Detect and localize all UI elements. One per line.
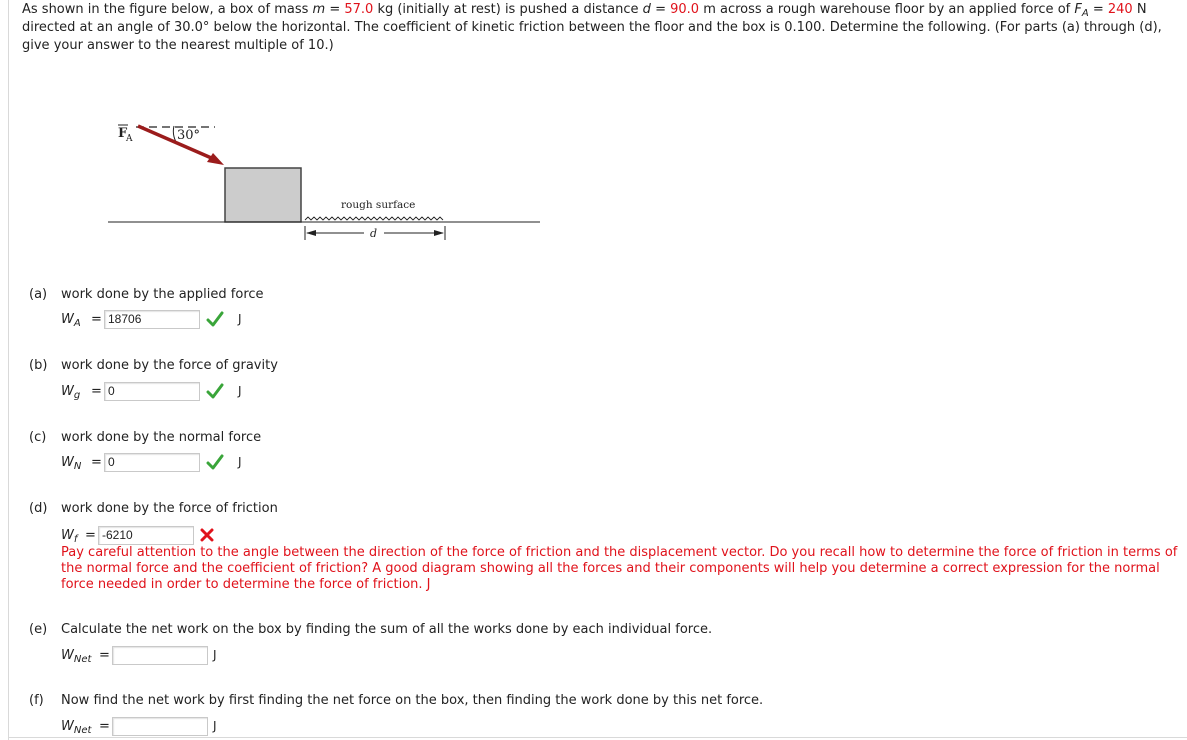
part-c-answer-row: $W_N$ = 0 J bbox=[61, 451, 242, 473]
part-d-answer-row: $W_f$ = -6210 bbox=[61, 524, 214, 546]
part-e-text: Calculate the net work on the box by finding the sum of all the works done by each individual force. bbox=[61, 622, 713, 637]
bottom-border bbox=[8, 737, 1187, 738]
box bbox=[225, 168, 301, 222]
part-f-text: Now find the net work by first finding the net force on the box, then finding the work done by this net force. bbox=[61, 693, 764, 708]
part-f-answer-input[interactable] bbox=[112, 717, 208, 736]
part-a-variable: $W_A$ bbox=[61, 311, 81, 329]
part-e-answer-input[interactable] bbox=[112, 646, 208, 665]
distance-value: 90.0 bbox=[670, 2, 700, 17]
mass-value: 57.0 bbox=[344, 2, 374, 17]
part-b-text: work done by the force of gravity bbox=[61, 358, 278, 373]
rough-surface bbox=[305, 217, 443, 220]
part-c-text: work done by the normal force bbox=[61, 430, 262, 445]
force-label: F bbox=[118, 126, 128, 141]
correct-check-icon bbox=[206, 454, 224, 470]
part-f-variable: $W_{Net}$ bbox=[61, 718, 92, 736]
part-a-answer-row: $W_A$ = 18706 J bbox=[61, 308, 242, 330]
part-b-answer-input[interactable] bbox=[104, 382, 200, 401]
part-d-label: (d) bbox=[29, 501, 48, 516]
problem-figure bbox=[100, 112, 550, 247]
incorrect-x-icon bbox=[200, 528, 214, 542]
part-a-label: (a) bbox=[29, 287, 48, 302]
part-f-answer-row: $W_{Net}$ = J bbox=[61, 718, 217, 736]
force-arrowhead bbox=[207, 153, 224, 165]
part-d-variable: $W_f$ bbox=[61, 527, 78, 545]
part-e-label: (e) bbox=[29, 622, 48, 637]
correct-check-icon bbox=[206, 383, 224, 399]
part-d-answer-input[interactable] bbox=[98, 526, 194, 545]
force-value: 240 bbox=[1107, 2, 1133, 17]
force-label-sub: A bbox=[126, 134, 133, 144]
angle-arc bbox=[173, 126, 176, 142]
part-c-label: (c) bbox=[29, 430, 47, 445]
rough-surface-label: rough surface bbox=[341, 199, 416, 211]
part-f-label: (f) bbox=[29, 693, 44, 708]
angle-label: 30° bbox=[177, 128, 201, 143]
part-c-variable: $W_N$ bbox=[61, 454, 82, 472]
correct-check-icon bbox=[206, 311, 224, 327]
part-a-answer-input[interactable] bbox=[104, 310, 200, 329]
part-a-text: work done by the applied force bbox=[61, 287, 264, 302]
part-d-hint-text: Pay careful attention to the angle between the direction of the force of friction and the displacement vector. Do you recall how to determine the force of friction in terms of the normal force and the coefficient of friction? A good diagram showing all the forces and their components will help you determine a correct expression for the normal force needed in order to determine the force of friction. J bbox=[61, 545, 1178, 592]
distance-label: d bbox=[370, 227, 378, 240]
part-d-text: work done by the force of friction bbox=[61, 501, 278, 516]
part-c-answer-input[interactable] bbox=[104, 453, 200, 472]
problem-statement: As shown in the figure below, a box of mass m = 57.0 kg (initially at rest) is pushed a distance d = 90.0 m across a rough warehouse floor by an applied force of $F_A = 240$ N directed at an angle of 30.0° below the horizontal. The coefficient of kinetic friction between the floor and the box is 0.100. Determine the following. (For parts (a) through (d), give your answer to the nearest multiple of 10.) bbox=[22, 2, 1162, 53]
part-e-variable: $W_{Net}$ bbox=[61, 647, 92, 665]
part-b-answer-row: $W_g$ = 0 J bbox=[61, 380, 242, 402]
part-b-variable: $W_g$ bbox=[61, 383, 81, 401]
part-e-answer-row: $W_{Net}$ = J bbox=[61, 647, 217, 665]
left-border bbox=[8, 0, 9, 740]
part-b-label: (b) bbox=[29, 358, 48, 373]
